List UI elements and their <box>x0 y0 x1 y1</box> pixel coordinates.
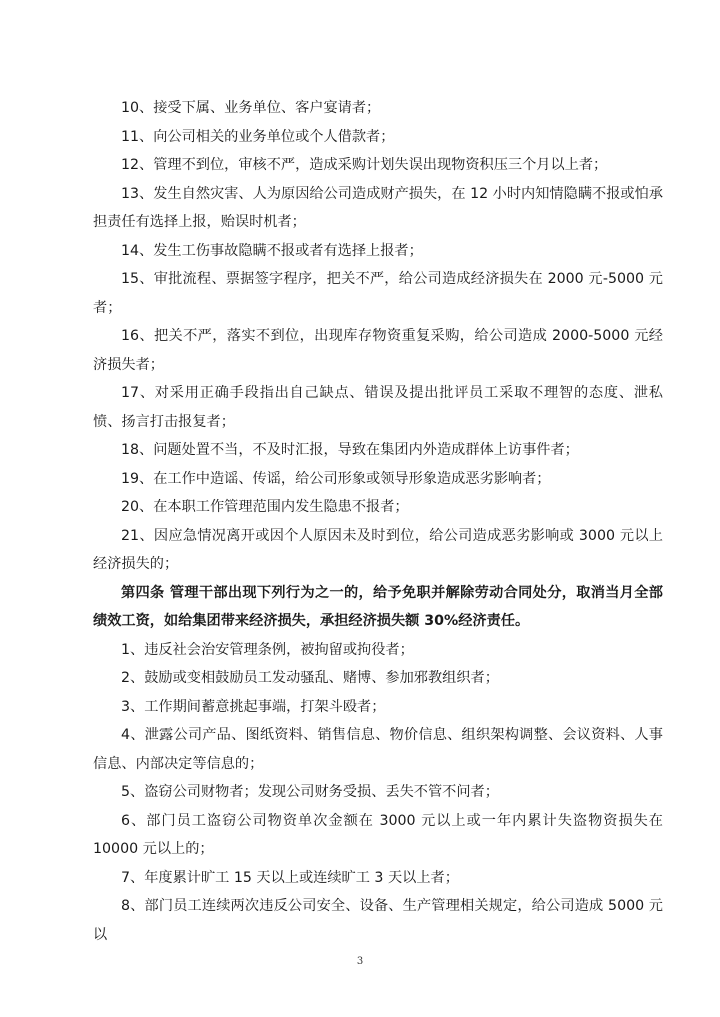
list-item: 14、发生工伤事故隐瞒不报或者有选择上报者； <box>121 242 423 259</box>
list-item: 17、对采用正确手段指出自己缺点、错误及提出批评员工采取不理智的态度、泄私愤、扬言打击报复者； <box>93 385 663 430</box>
list-item: 4、泄露公司产品、图纸资料、销售信息、物价信息、组织架构调整、会议资料、人事信息、内部决定等信息的； <box>93 727 663 772</box>
list-item: 18、问题处置不当，不及时汇报，导致在集团内外造成群体上访事件者； <box>121 442 579 458</box>
list-item: 8、部门员工连续两次违反公司安全、设备、生产管理相关规定，给公司造成 5000 元以 <box>93 898 663 943</box>
list-item: 3、工作期间蓄意挑起事端，打架斗殴者； <box>121 698 386 715</box>
document-body <box>93 94 663 949</box>
list-item: 21、因应急情况离开或因个人原因未及时到位，给公司造成恶劣影响或 3000 元以上经济损失的； <box>93 527 663 572</box>
list-item: 11、向公司相关的业务单位或个人借款者； <box>121 128 395 145</box>
list-item: 16、把关不严，落实不到位，出现库存物资重复采购，给公司造成 2000-5000 元经济损失者； <box>93 328 663 373</box>
article-4-title: 第四条 <box>121 584 165 601</box>
page-number: 3 <box>356 956 364 967</box>
list-item: 7、年度累计旷工 15 天以上或连续旷工 3 天以上者； <box>121 869 459 886</box>
list-item: 19、在工作中造谣、传谣，给公司形象或领导形象造成恶劣影响者； <box>121 470 551 487</box>
list-item: 5、盗窃公司财物者；发现公司财务受损、丢失不管不问者； <box>121 784 499 800</box>
list-item: 1、违反社会治安管理条例，被拘留或拘役者； <box>121 641 414 658</box>
list-item: 2、鼓励或变相鼓励员工发动骚乱、赌博、参加邪教组织者； <box>121 670 499 686</box>
article-4-body: 管理干部出现下列行为之一的，给予免职并解除劳动合同处分，取消当月全部绩效工资，如给集团带来经济损失，承担经济损失额 30%经济责任。 <box>93 584 663 629</box>
article-4-paragraph <box>93 579 663 636</box>
list-item: 6、部门员工盗窃公司物资单次金额在 3000 元以上或一年内累计失盗物资损失在 10000 元以上的； <box>93 812 663 857</box>
list-item: 12、管理不到位，审核不严，造成采购计划失误出现物资积压三个月以上者； <box>121 157 608 173</box>
list-item: 15、审批流程、票据签字程序，把关不严，给公司造成经济损失在 2000 元-5000 元者； <box>93 271 663 316</box>
list-item: 10、接受下属、业务单位、客户宴请者； <box>121 100 381 116</box>
list-item: 20、在本职工作管理范围内发生隐患不报者； <box>121 499 409 515</box>
list-item: 13、发生自然灾害、人为原因给公司造成财产损失，在 12 小时内知情隐瞒不报或怕承担责任有选择上报，贻误时机者； <box>93 185 663 230</box>
